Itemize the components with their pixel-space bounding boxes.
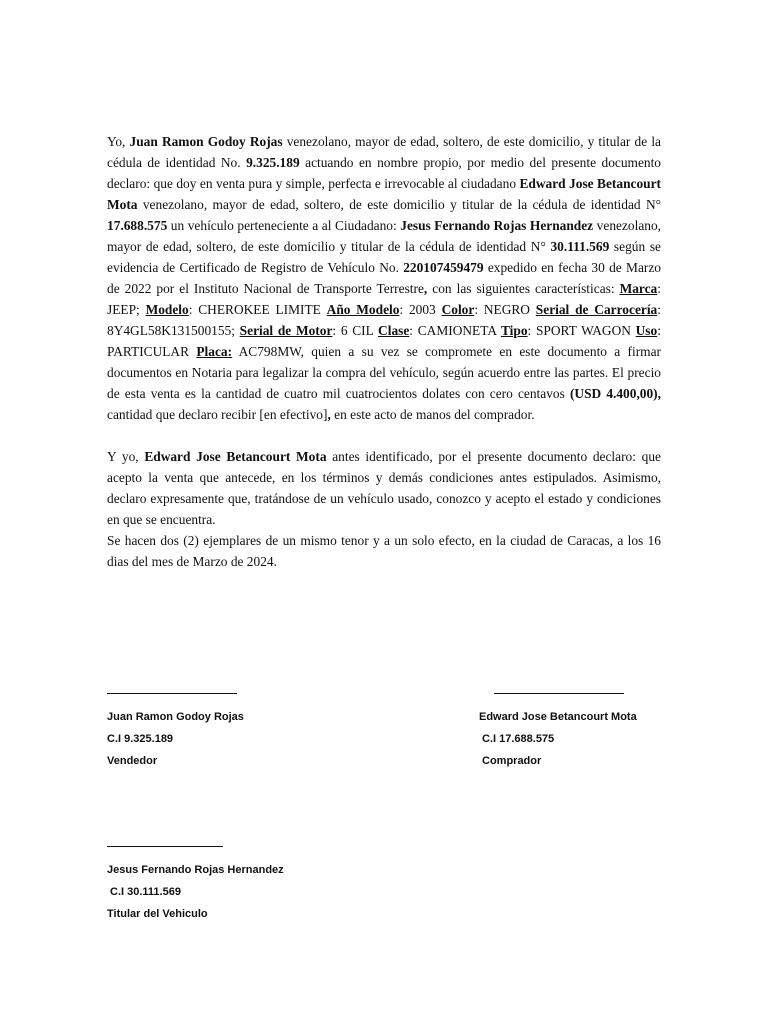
buyer-signature-block [479,693,637,772]
seller-role: Vendedor [107,755,158,767]
buyer-ci: C.I 17.688.575 [482,733,555,745]
owner-ci: C.I 30.111.569 [110,886,181,898]
buyer-name: Edward Jose Betancourt Mota [479,711,637,723]
seller-ci: C.I 9.325.189 [107,733,174,745]
contract-body [107,131,661,572]
owner-role: Titular del Vehiculo [107,908,208,920]
closing-paragraph: Se hacen dos (2) ejemplares de un mismo tenor y a un solo efecto, en la ciudad de Caracas, a los 16 dias del mes de Marzo de 2024. [107,533,661,569]
buyer-signature-line [494,693,624,694]
seller-signature-line [107,693,237,694]
owner-signature-line [107,846,223,847]
seller-name: Juan Ramon Godoy Rojas [107,711,244,723]
acceptance-paragraph: Y yo, Edward Jose Betancourt Mota antes identificado, por el presente documento declaro: que acepto la venta que antecede, en los términos y demás condiciones antes estipulados. Asimismo, declaro expresamente que, tratándose de un vehículo usado, conozco y acepto el estado y condiciones en que se encuentra. [107,449,661,527]
seller-signature-block [107,693,244,772]
owner-signature-block [107,846,284,925]
sale-declaration-paragraph: Yo, Juan Ramon Godoy Rojas venezolano, mayor de edad, soltero, de este domicilio, y titular de la cédula de identidad No. 9.325.189 actuando en nombre propio, por medio del presente documento declaro: que doy en venta pura y simple, perfecta e irrevocable al ciudadano Edward Jose Betancourt Mota venezolano, mayor de edad, soltero, de este domicilio y titular de la cédula de identidad N° 17.688.575 un vehículo perteneciente a al Ciudadano: Jesus Fernando Rojas Hernandez venezolano, mayor de edad, soltero, de este domicilio y titular de la cédula de identidad N° 30.111.569 según se evidencia de Certificado de Registro de Vehículo No. 220107459479 expedido en fecha 30 de Marzo de 2022 por el Instituto Nacional de Transporte Terrestre, con las siguientes características: Marca: JEEP; Modelo: CHEROKEE LIMITE Año Modelo: 2003 Color: NEGRO Serial de Carrocería: 8Y4GL58K131500155; Serial de Motor: 6 CIL Clase: CAMIONETA Tipo: SPORT WAGON Uso: PARTICULAR Placa: AC798MW, quien a su vez se compromete en este documento a firmar documentos en Notaria para legalizar la compra del vehículo, según acuerdo entre las partes. El precio de esta venta es la cantidad de cuatro mil cuatrocientos dolates con cero centavos (USD 4.400,00), cantidad que declaro recibir [en efectivo], en este acto de manos del comprador. [107,134,662,422]
owner-name: Jesus Fernando Rojas Hernandez [107,864,284,876]
buyer-role: Comprador [482,755,542,767]
paragraph-gap [107,425,661,446]
